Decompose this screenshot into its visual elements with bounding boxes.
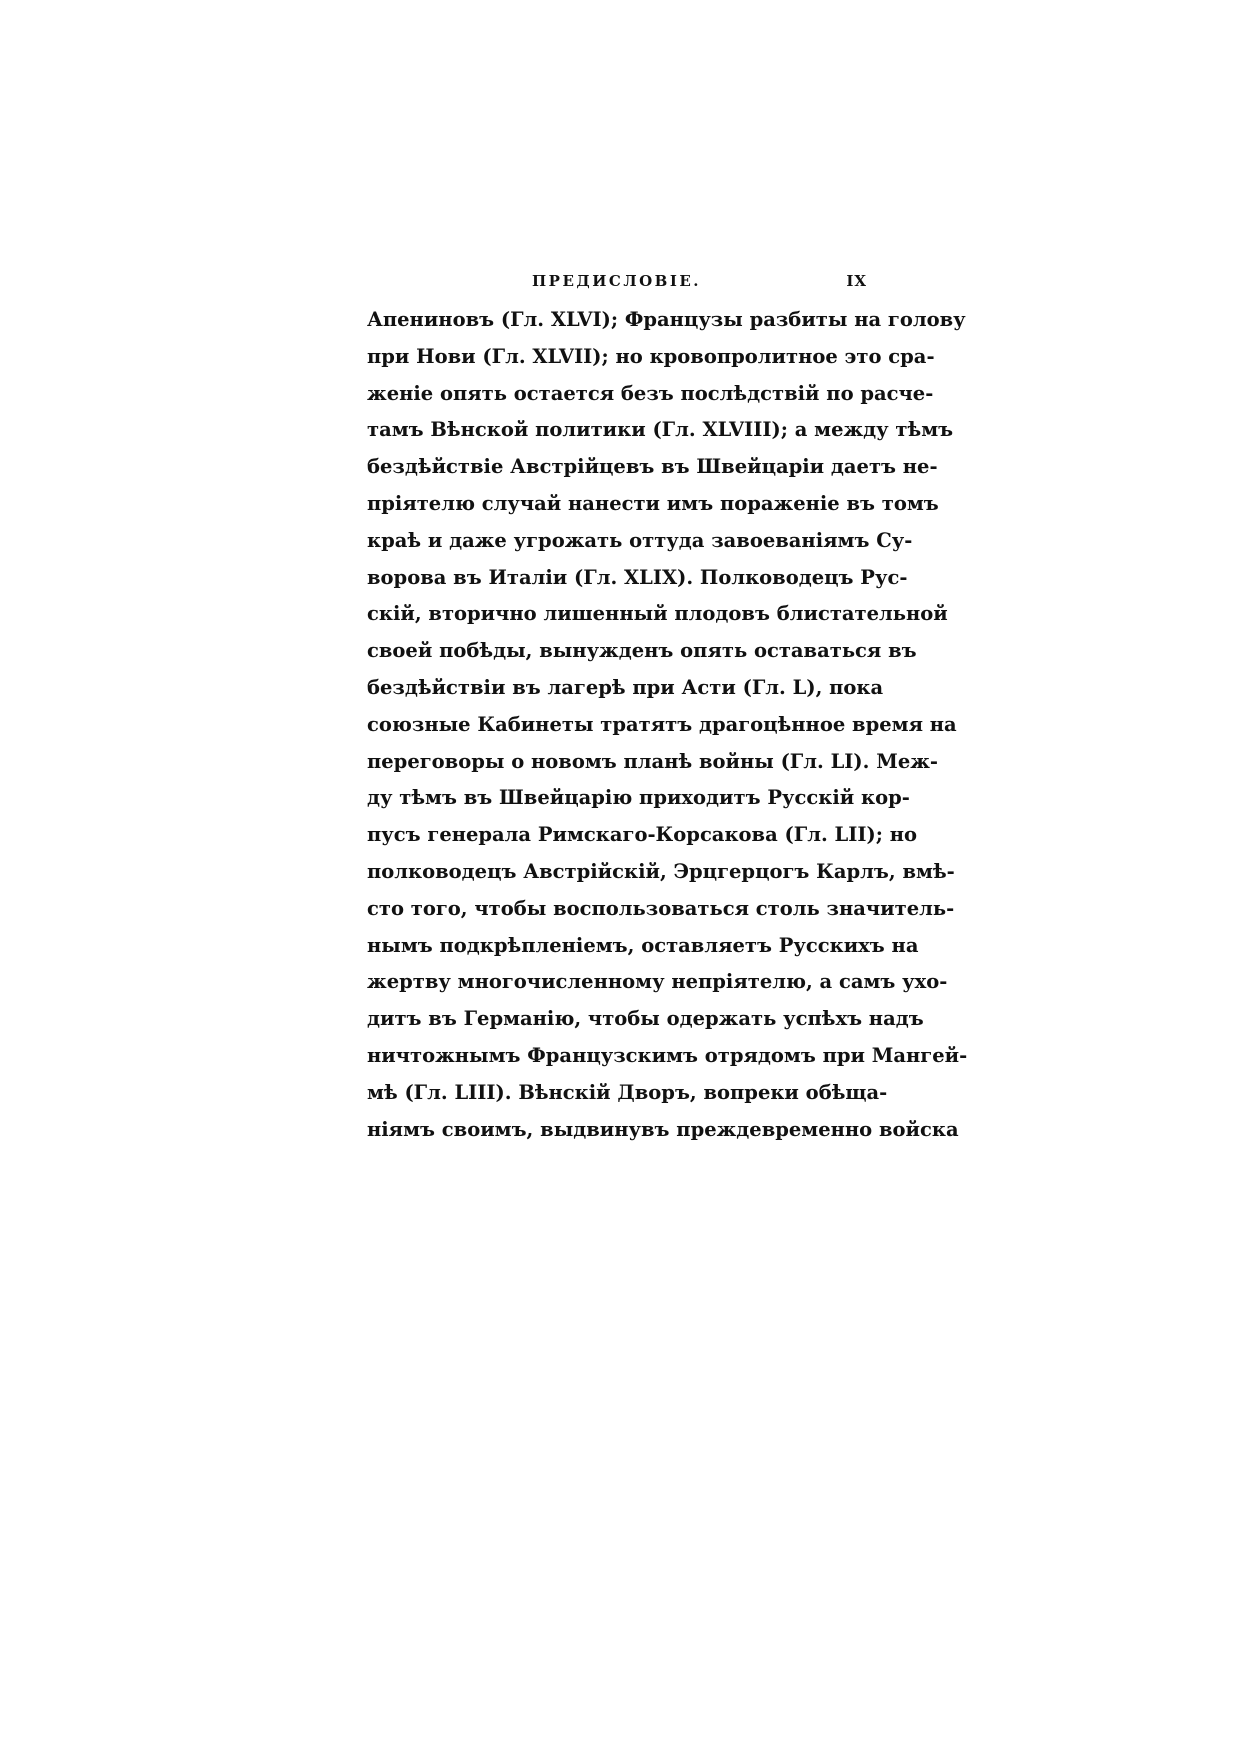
text-line: при Нови (Гл. XLVII); но кровопролитное это сра- (367, 344, 935, 368)
text-line: своей побѣды, вынужденъ опять оставаться въ (367, 639, 917, 663)
page-number: IX (846, 272, 867, 290)
running-title: ПРЕДИСЛОВІЕ. (532, 272, 702, 290)
text-line: тамъ Вѣнской политики (Гл. XLVIII); а между тѣмъ (367, 418, 954, 442)
text-line: полководецъ Австрійскій, Эрцгерцогъ Карлъ, вмѣ- (367, 859, 955, 883)
text-line: ничтожнымъ Французскимъ отрядомъ при Мангей- (367, 1043, 968, 1067)
text-line: ніямъ своимъ, выдвинувъ преждевременно войска (367, 1117, 959, 1141)
text-line: краѣ и даже угрожать оттуда завоеваніямъ Су- (367, 528, 913, 552)
text-line: Апениновъ (Гл. XLVI); Французы разбиты на голову (367, 308, 966, 331)
text-line: переговоры о новомъ планѣ войны (Гл. LI). Меж- (367, 749, 939, 773)
text-line: мѣ (Гл. LIII). Вѣнскій Дворъ, вопреки обѣща- (367, 1080, 888, 1104)
text-line: скій, вторично лишенный плодовъ блистательной (367, 602, 948, 626)
text-line: жертву многочисленному непріятелю, а самъ ухо- (367, 970, 948, 994)
text-line: бездѣйствіи въ лагерѣ при Асти (Гл. L), пока (367, 675, 884, 699)
text-line: дитъ въ Германію, чтобы одержать успѣхъ надъ (367, 1007, 924, 1031)
body-text (367, 302, 968, 1148)
text-line: женіе опять остается безъ послѣдствій по расче- (367, 381, 934, 405)
text-line: пріятелю случай нанести имъ пораженіе въ томъ (367, 491, 939, 515)
text-line: пусъ генерала Римскаго-Корсакова (Гл. LII); но (367, 823, 917, 847)
running-head (367, 272, 867, 296)
text-line: союзные Кабинеты тратятъ драгоцѣнное время на (367, 712, 957, 736)
text-line: нымъ подкрѣпленіемъ, оставляетъ Русскихъ на (367, 933, 919, 957)
text-line: ду тѣмъ въ Швейцарію приходитъ Русскій кор- (367, 786, 910, 810)
text-line: бездѣйствіе Австрійцевъ въ Швейцаріи даетъ не- (367, 455, 938, 479)
text-line: сто того, чтобы воспользоваться столь значитель- (367, 896, 955, 920)
text-line: ворова въ Италіи (Гл. XLIX). Полководецъ Рус- (367, 565, 908, 589)
